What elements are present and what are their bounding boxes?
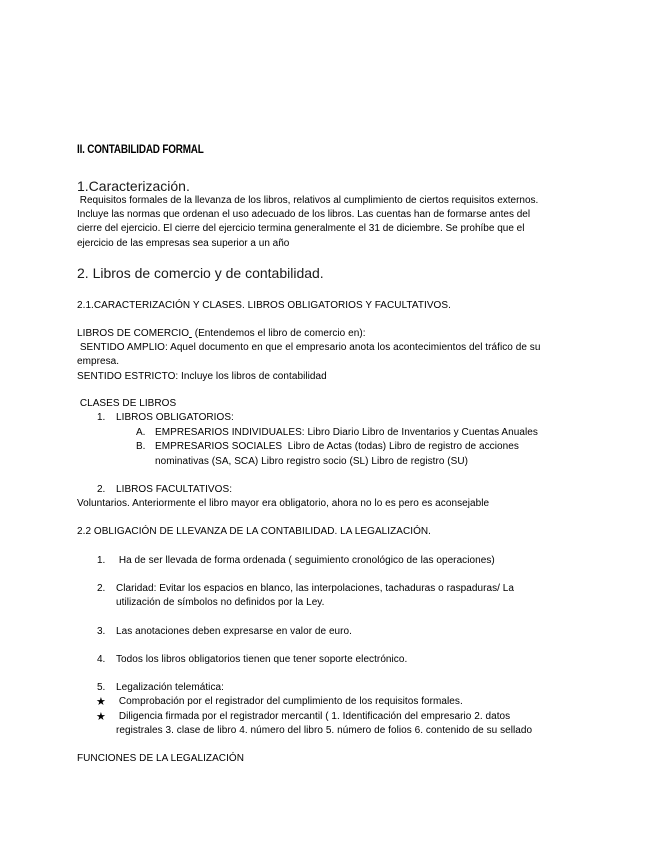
sentido-amplio-line-2: empresa. bbox=[77, 356, 120, 367]
libros-facultativos-label: LIBROS FACULTATIVOS: bbox=[116, 484, 233, 495]
paragraph-line: Incluye las normas que ordenan el uso adecuado de los libros. Las cuentas han de formarse antes del bbox=[77, 209, 531, 221]
list-letter: A. bbox=[136, 427, 146, 438]
list-item-text: Claridad: Evitar los espacios en blanco, las interpolaciones, tachaduras o raspaduras/ La bbox=[116, 583, 515, 594]
list-item-text: Ha de ser llevada de forma ordenada ( seguimiento cronológico de las operaciones) bbox=[116, 555, 495, 566]
list-item-text: Las anotaciones deben expresarse en valor de euro. bbox=[116, 626, 352, 637]
empresarios-individuales-text: EMPRESARIOS INDIVIDUALES: Libro Diario Libro de Inventarios y Cuentas Anuales bbox=[155, 427, 538, 438]
page-title: II. CONTABILIDAD FORMAL bbox=[77, 144, 204, 156]
list-number: 4. bbox=[97, 654, 106, 665]
list-number: 5. bbox=[97, 682, 106, 693]
list-number: 3. bbox=[97, 626, 106, 637]
funciones-heading: FUNCIONES DE LA LEGALIZACIÓN bbox=[77, 753, 244, 764]
bullet-item-text: Diligencia firmada por el registrador mercantil ( 1. Identificación del empresario 2. datos bbox=[116, 711, 511, 722]
sentido-estricto-line: SENTIDO ESTRICTO: Incluye los libros de contabilidad bbox=[77, 371, 327, 382]
section-2-heading: 2. Libros de comercio y de contabilidad. bbox=[77, 265, 324, 281]
sentido-amplio-line-1: SENTIDO AMPLIO: Aquel documento en que el empresario anota los acontecimientos del tráfico de su bbox=[77, 342, 541, 353]
list-item-text-continued: utilización de símbolos no definidos por la Ley. bbox=[116, 597, 325, 608]
section-1-heading: 1.Caracterización. bbox=[77, 178, 190, 194]
list-item-text: Legalización telemática: bbox=[116, 682, 224, 693]
libros-comercio-label: LIBROS DE COMERCIO bbox=[77, 328, 190, 339]
paragraph-line: cierre del ejercicio. El cierre del ejercicio termina generalmente el 31 de diciembre. Se prohíbe que el bbox=[77, 223, 525, 235]
bullet-item-text: Comprobación por el registrador del cumplimiento de los requisitos formales. bbox=[116, 696, 463, 707]
empresarios-sociales-line-2: nominativas (SA, SCA) Libro registro socio (SL) Libro de registro (SU) bbox=[155, 456, 469, 467]
paragraph-line: Requisitos formales de la llevanza de los libros, relativos al cumplimiento de ciertos requisitos externos. bbox=[77, 195, 539, 206]
libros-facultativos-text: Voluntarios. Anteriormente el libro mayor era obligatorio, ahora no lo es pero es aconsejable bbox=[77, 498, 490, 509]
clases-de-libros-heading: CLASES DE LIBROS bbox=[77, 398, 177, 409]
section-1-paragraph bbox=[77, 194, 577, 251]
star-icon: ★ bbox=[96, 696, 106, 708]
star-icon: ★ bbox=[96, 711, 106, 723]
list-number: 1. bbox=[97, 412, 106, 423]
list-number: 1. bbox=[97, 555, 106, 566]
libros-comercio-line bbox=[77, 327, 366, 341]
list-item-text: Todos los libros obligatorios tienen que tener soporte electrónico. bbox=[116, 654, 408, 665]
list-number: 2. bbox=[97, 484, 106, 495]
paragraph-line: ejercicio de las empresas sea superior a un año bbox=[77, 237, 290, 249]
list-number: 2. bbox=[97, 583, 106, 594]
libros-obligatorios-label: LIBROS OBLIGATORIOS: bbox=[116, 412, 234, 423]
empresarios-sociales-line-1: EMPRESARIOS SOCIALES Libro de Actas (todas) Libro de registro de acciones bbox=[155, 441, 519, 452]
list-letter: B. bbox=[136, 441, 146, 452]
subsection-2-2-heading: 2.2 OBLIGACIÓN DE LLEVANZA DE LA CONTABILIDAD. LA LEGALIZACIÓN. bbox=[77, 526, 432, 537]
libros-comercio-rest: (Entendemos el libro de comercio en): bbox=[191, 328, 366, 339]
bullet-item-text-continued: registrales 3. clase de libro 4. número del libro 5. número de folios 6. contenido de su sellado bbox=[116, 725, 533, 736]
subsection-2-1-heading: 2.1.CARACTERIZACIÓN Y CLASES. LIBROS OBLIGATORIOS Y FACULTATIVOS. bbox=[77, 300, 451, 311]
